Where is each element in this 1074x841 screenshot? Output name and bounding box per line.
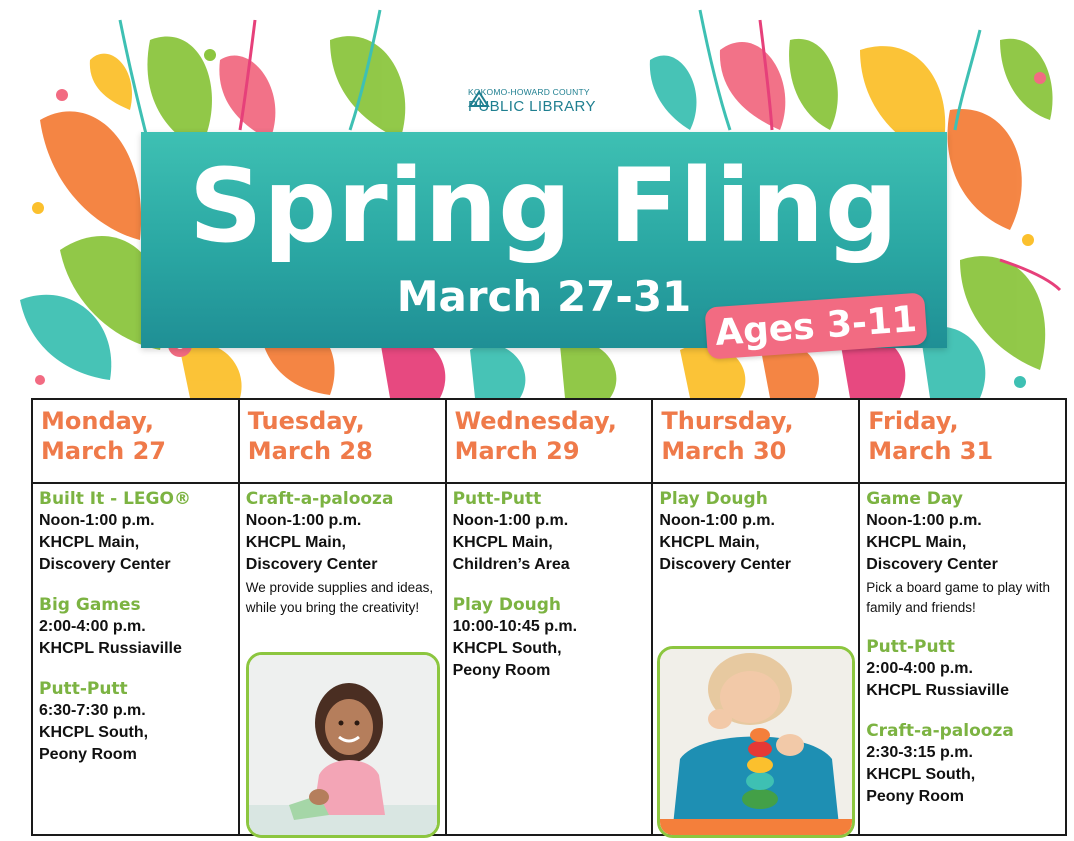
- day-date: March 28: [247, 437, 373, 465]
- event-location: Peony Room: [39, 746, 137, 763]
- event-location: KHCPL Main,: [245, 534, 346, 551]
- event-location: Peony Room: [866, 788, 964, 805]
- event-time: Noon-1:00 p.m.: [39, 512, 155, 529]
- child-photo-illustration: [249, 655, 437, 835]
- event-title: Spring Fling: [188, 147, 900, 266]
- event-item: [39, 678, 238, 766]
- event-title: Play Dough: [659, 489, 768, 509]
- event-description: We provide supplies and ideas, while you bring the creativity!: [245, 580, 434, 615]
- event-title: Craft-a-palooza: [245, 489, 394, 509]
- day-heading-monday: [32, 399, 239, 483]
- events-row: [32, 483, 1066, 835]
- event-location: KHCPL Main,: [39, 534, 140, 551]
- event-title: Play Dough: [452, 595, 561, 615]
- day-name: Wednesday,: [454, 407, 617, 435]
- day-name: Tuesday,: [247, 407, 365, 435]
- event-item: [659, 488, 858, 576]
- day-header-row: [32, 399, 1066, 483]
- event-location: Peony Room: [452, 662, 551, 679]
- day-name: Monday,: [41, 407, 154, 435]
- event-item: [866, 636, 1065, 702]
- day-heading-friday: [859, 399, 1066, 483]
- event-item: [39, 488, 238, 576]
- logo-line-2: PUBLIC LIBRARY: [468, 97, 596, 115]
- event-time: 10:00-10:45 p.m.: [452, 618, 578, 635]
- library-logo: [468, 88, 596, 114]
- event-time: 2:00-4:00 p.m.: [39, 618, 146, 635]
- day-heading-thursday: [652, 399, 859, 483]
- event-time: Noon-1:00 p.m.: [245, 512, 362, 529]
- event-title: Putt-Putt: [39, 679, 128, 699]
- event-location: KHCPL Main,: [866, 534, 967, 551]
- event-item: [866, 488, 1065, 618]
- day-date: March 31: [868, 437, 994, 465]
- child-crafting-photo: [246, 652, 440, 838]
- event-time: Noon-1:00 p.m.: [866, 512, 982, 529]
- event-location: KHCPL Main,: [659, 534, 760, 551]
- book-icon: [468, 88, 490, 110]
- event-time: 6:30-7:30 p.m.: [39, 702, 146, 719]
- event-location: KHCPL Russiaville: [39, 640, 182, 657]
- event-location: Discovery Center: [245, 556, 378, 573]
- event-title: Craft-a-palooza: [866, 721, 1014, 741]
- day-heading-tuesday: [239, 399, 446, 483]
- logo-line-1: KOKOMO-HOWARD COUNTY: [468, 87, 590, 97]
- event-description: Pick a board game to play with family and friends!: [866, 580, 1051, 615]
- events-tuesday: [239, 483, 446, 835]
- event-item: [39, 594, 238, 660]
- day-name: Thursday,: [661, 407, 794, 435]
- event-location: KHCPL Russiaville: [866, 682, 1010, 699]
- event-location: KHCPL Main,: [452, 534, 553, 551]
- events-friday: [859, 483, 1066, 835]
- event-location: Discovery Center: [659, 556, 792, 573]
- event-title: Big Games: [39, 595, 141, 615]
- event-location: Discovery Center: [39, 556, 171, 573]
- event-title: Putt-Putt: [452, 489, 542, 509]
- day-name: Friday,: [868, 407, 959, 435]
- event-dates: March 27-31: [396, 272, 692, 321]
- event-location: KHCPL South,: [866, 766, 976, 783]
- event-item: [866, 720, 1065, 808]
- child-play-dough-photo: [657, 646, 855, 838]
- event-item: [453, 488, 652, 576]
- event-location: KHCPL South,: [452, 640, 562, 657]
- event-title: Putt-Putt: [866, 637, 955, 657]
- events-wednesday: [446, 483, 653, 835]
- events-monday: [32, 483, 239, 835]
- event-time: 2:00-4:00 p.m.: [866, 660, 973, 677]
- event-title: Built It - LEGO®: [39, 489, 191, 509]
- schedule-table: [31, 398, 1067, 836]
- header-artwork: [0, 0, 1074, 398]
- event-location: Discovery Center: [866, 556, 998, 573]
- event-location: Children’s Area: [452, 556, 570, 573]
- event-location: KHCPL South,: [39, 724, 149, 741]
- play-dough-photo-illustration: [660, 649, 852, 835]
- event-time: Noon-1:00 p.m.: [659, 512, 775, 529]
- day-heading-wednesday: [446, 399, 653, 483]
- event-time: 2:30-3:15 p.m.: [866, 744, 973, 761]
- day-date: March 30: [661, 437, 787, 465]
- events-thursday: [652, 483, 859, 835]
- event-item: [246, 488, 445, 618]
- ages-badge: Ages 3-11: [704, 292, 927, 359]
- day-date: March 29: [454, 437, 580, 465]
- event-title: Game Day: [866, 489, 963, 509]
- event-time: Noon-1:00 p.m.: [452, 512, 569, 529]
- day-date: March 27: [41, 437, 166, 465]
- event-item: [453, 594, 652, 682]
